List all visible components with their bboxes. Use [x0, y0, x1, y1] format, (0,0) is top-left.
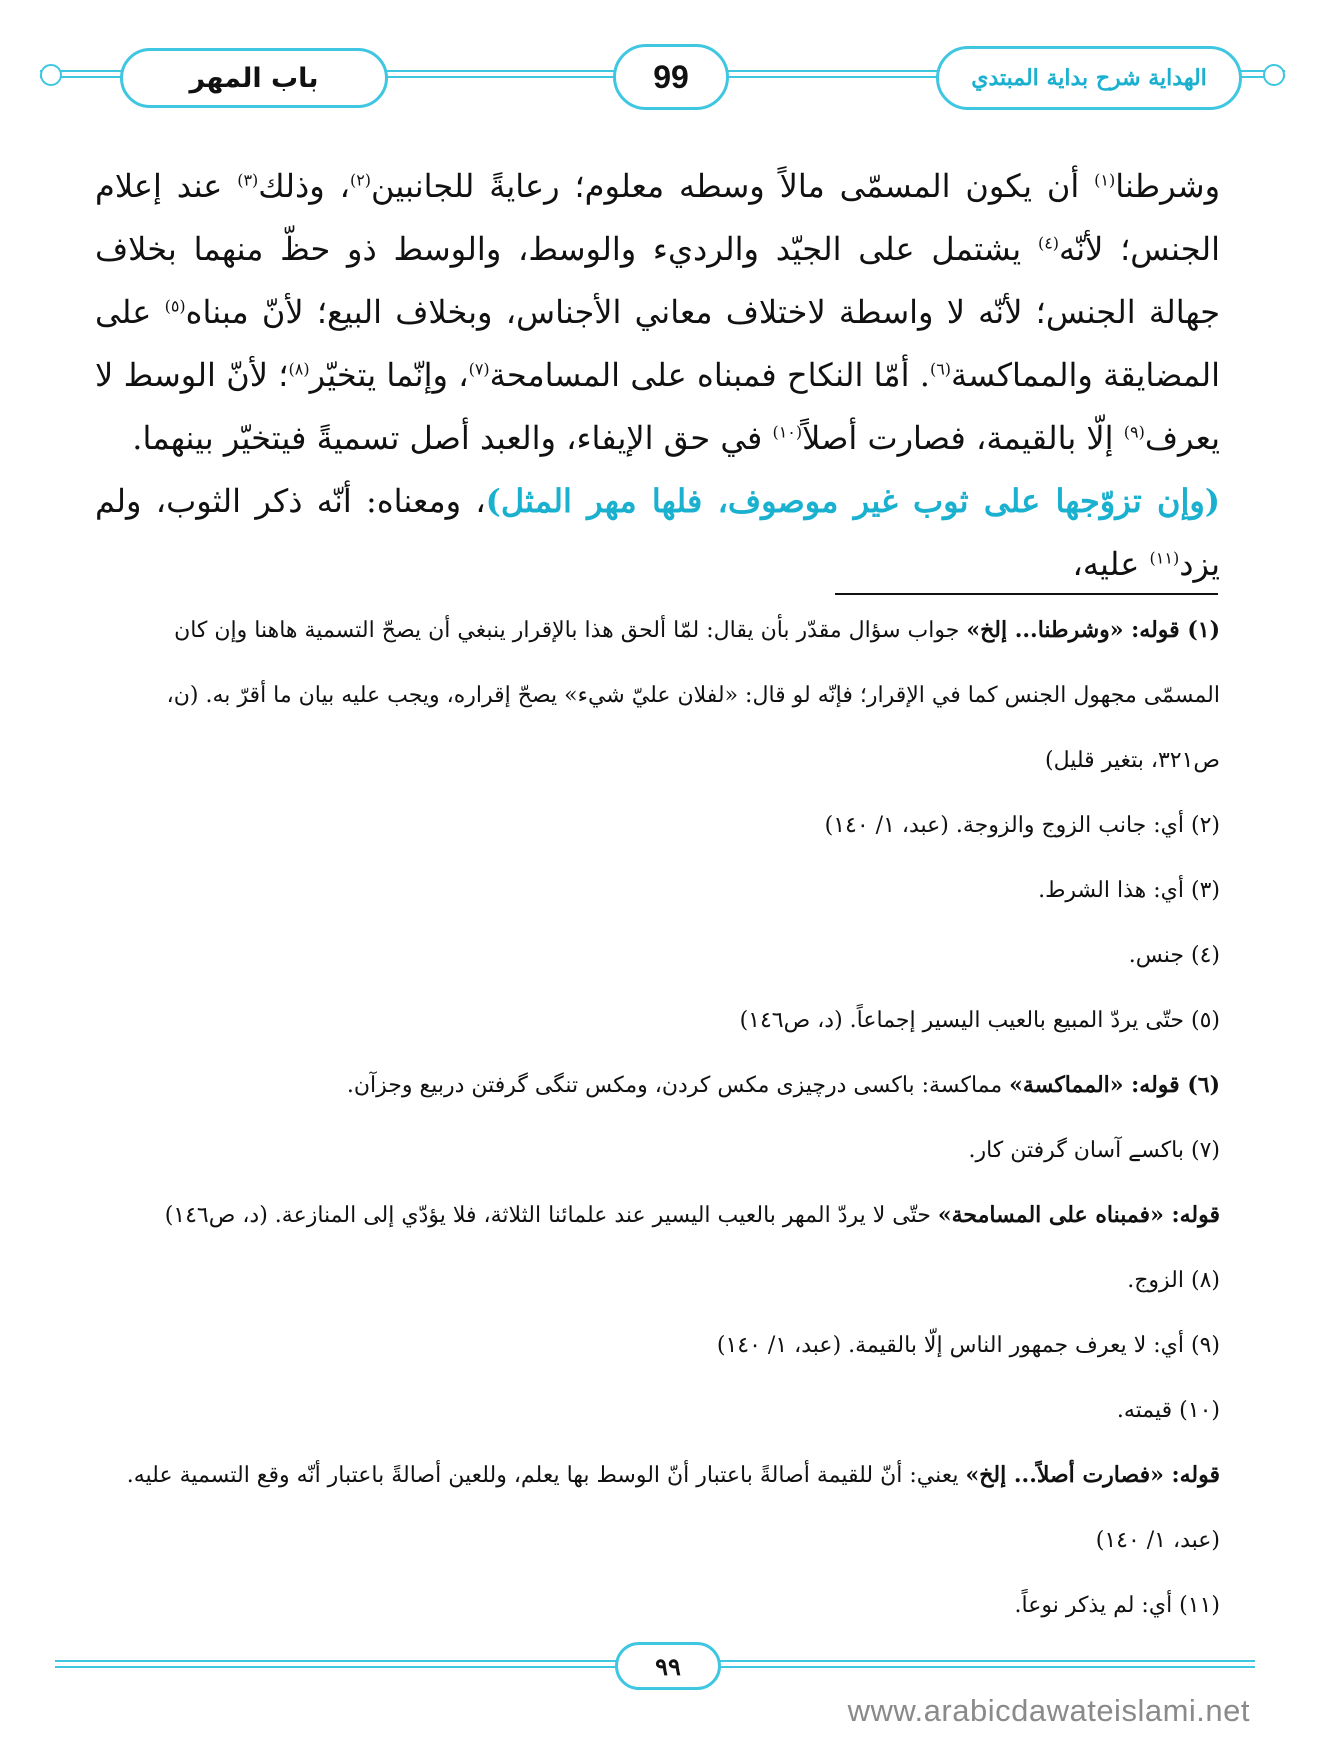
text-run: عند إعلام الجنس؛ لأنّه [95, 167, 1221, 268]
footnote-separator [835, 593, 1218, 595]
footer-page-number: ٩٩ [655, 1651, 681, 1681]
footnote [95, 858, 1220, 923]
text-run: ، وإنّما يتخيّر [309, 356, 469, 394]
footnote-label: قوله: «فصارت أصلاً... إلخ» [965, 1462, 1220, 1488]
footnote-ref: (٩) [1123, 422, 1145, 442]
chapter-title-box [120, 48, 388, 108]
footnote-text: حتّى لا يردّ المهر بالعيب اليسير عند علمائنا الثلاثة، فلا يؤدّي إلى المنازعة. (د، ص١٤٦) [164, 1203, 938, 1228]
page-header [40, 40, 1285, 112]
footnote-text: (٨) الزوج. [1127, 1268, 1220, 1293]
text-run: أن يكون المسمّى مالاً وسطه معلوم؛ رعايةً للجانبين [371, 167, 1095, 205]
footnote [95, 1118, 1220, 1183]
footnote-ref: (٦) [929, 359, 952, 379]
footnote-label: قوله: «فمبناه على المسامحة» [937, 1202, 1220, 1228]
book-title-logo: الهداية شرح بداية المبتدي [971, 65, 1207, 91]
footnote-ref: (٤) [1037, 233, 1060, 253]
text-run: في حق الإيفاء، والعبد أصل تسميةً فيتخيّر بينهما. [132, 419, 773, 457]
footnote [95, 598, 1220, 793]
footnote-text: (٥) حتّى يردّ المبيع بالعيب اليسير إجماعاً. (د، ص١٤٦) [739, 1008, 1220, 1033]
footnotes [95, 598, 1220, 1638]
text-run: وشرطنا [1115, 167, 1221, 205]
website-watermark: www.arabicdawateislami.net [847, 1693, 1250, 1728]
page-footer [55, 1640, 1255, 1690]
footnote-ref: (٨) [288, 359, 310, 379]
paragraph-2 [95, 470, 1220, 596]
footnote [95, 1443, 1220, 1573]
footnote-text: (٣) أي: هذا الشرط. [1038, 878, 1220, 903]
text-run: إلّا بالقيمة، فصارت أصلاً [802, 419, 1124, 457]
paragraph-2-text-b: عليه، [1072, 545, 1150, 583]
footnote-text: (٩) أي: لا يعرف جمهور الناس إلّا بالقيمة. (عبد، ١/ ١٤٠) [716, 1333, 1220, 1358]
footnote [95, 988, 1220, 1053]
text-run: يشتمل على الجيّد والرديء والوسط، والوسط ذو حظّ منهما بخلاف جهالة الجنس؛ لأنّه لا واسطة لاختلاف معاني الأجناس، وبخلاف البيع؛ لأنّ مبناه [95, 230, 1221, 331]
footnote-text: (٧) باكسے آسان گرفتن كار. [968, 1138, 1220, 1163]
paragraph-1 [95, 155, 1220, 470]
page-number: 99 [653, 58, 689, 95]
paragraph-2-text-a: ، ومعناه: أنّه ذكر الثوب، ولم يزد [95, 482, 1220, 583]
ornament-right [1263, 64, 1285, 86]
chapter-title: باب المهر [189, 62, 319, 94]
footnote-text: (١٠) قيمته. [1116, 1398, 1220, 1423]
footnote [95, 1313, 1220, 1378]
footnote-ref: (٥) [164, 296, 186, 316]
page-number-box [613, 44, 729, 110]
footer-page-number-box [615, 1642, 721, 1690]
footnote-ref: (٣) [237, 170, 259, 190]
footnote-text: (٢) أي: جانب الزوج والزوجة. (عبد، ١/ ١٤٠) [824, 813, 1220, 838]
footnote [95, 1378, 1220, 1443]
footnote [95, 793, 1220, 858]
footnote-label: (١) قوله: «وشرطنا... إلخ» [966, 617, 1220, 643]
text-run: على المضايقة والمماكسة [95, 293, 1221, 394]
footnote-text: يعني: أنّ للقيمة أصالةً باعتبار أنّ الوسط بها يعلم، وللعين أصالةً باعتبار أنّه وقع التسمية عليه. (عبد، ١/ ١٤٠) [126, 1463, 1220, 1553]
footnote-ref: (١١) [1149, 548, 1180, 568]
footnote [95, 1248, 1220, 1313]
footnote [95, 1053, 1220, 1118]
main-text [95, 155, 1220, 596]
footnote-label: (٦) قوله: «المماكسة» [1009, 1072, 1220, 1098]
footnote-text: مماكسة: باكسى درچيزى مكس كردن، ومكس تنگى گرفتن دربيع وجزآن. [346, 1073, 1010, 1098]
footnote-ref: (١٠) [772, 422, 803, 442]
footnote-ref: (٢) [349, 170, 372, 190]
text-run: ، وذلك [258, 167, 350, 205]
text-run: . أمّا النكاح فمبناه على المسامحة [489, 356, 930, 394]
matn-quote: (وإن تزوّجها على ثوب غير موصوف، فلها مهر المثل) [485, 482, 1221, 520]
text-run: ؛ لأنّ الوسط لا يعرف [95, 356, 1220, 457]
footnote-text: (١١) أي: لم يذكر نوعاً. [1014, 1593, 1220, 1618]
book-title-box [936, 46, 1242, 110]
footnote [95, 1573, 1220, 1638]
footnote [95, 1183, 1220, 1248]
footnote-ref: (٧) [468, 359, 490, 379]
footnote-ref: (١) [1094, 170, 1116, 190]
footnote [95, 923, 1220, 988]
footnote-text: (٤) جنس. [1128, 943, 1220, 968]
ornament-left [40, 64, 62, 86]
footnote-text: جواب سؤال مقدّر بأن يقال: لمّا ألحق هذا بالإقرار ينبغي أن يصحّ التسمية هاهنا وإن كان المسمّى مجهول الجنس كما في الإقرار؛ فإنّه لو قال: «لفلان عليّ شيء» يصحّ إقراره، ويجب عليه بيان ما أقرّ به. (ن، ص٣٢١، بتغير قليل) [166, 618, 1220, 773]
